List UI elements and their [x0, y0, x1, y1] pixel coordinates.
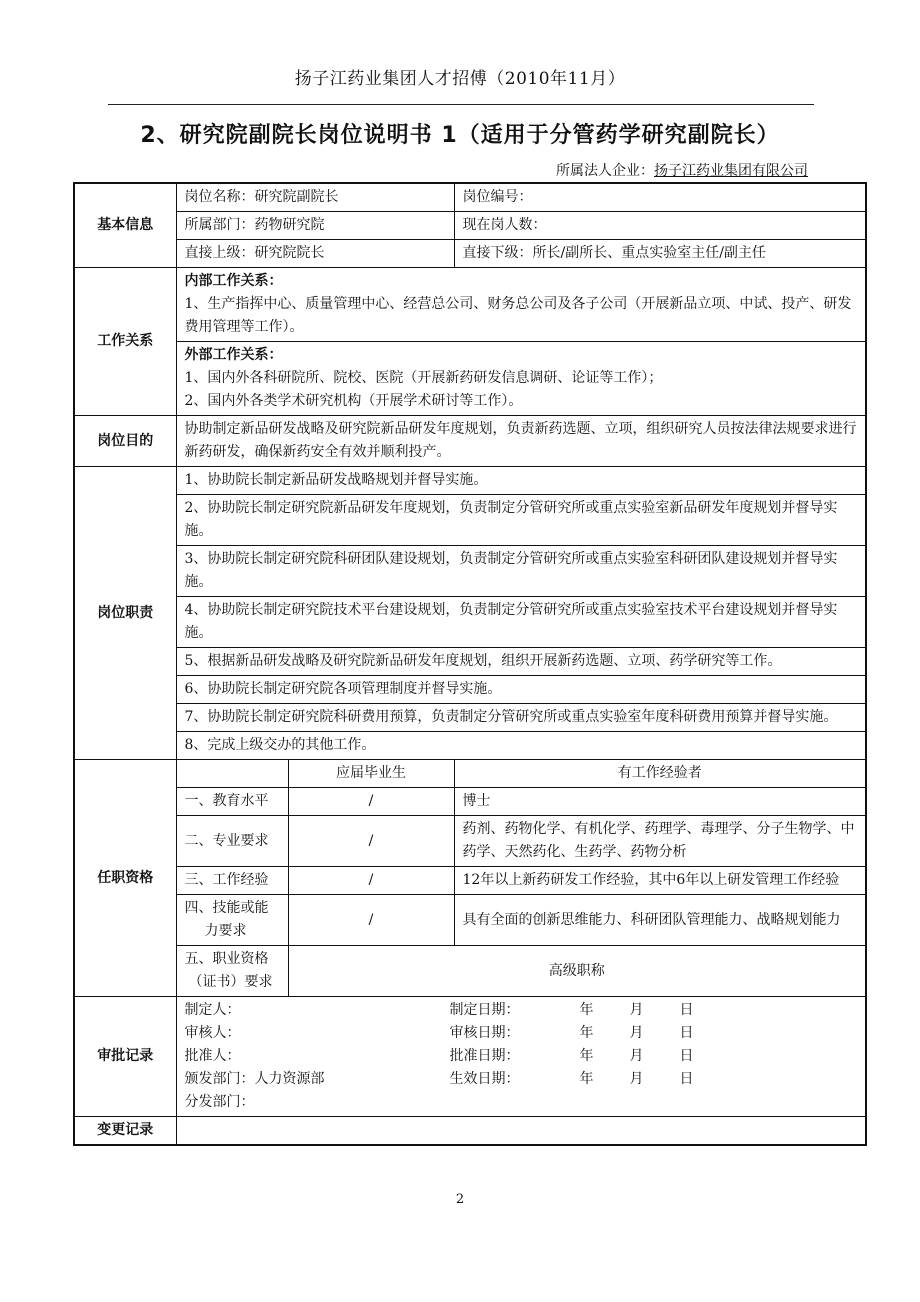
approval-date-label: 生效日期： — [449, 1071, 520, 1087]
table-row — [74, 867, 866, 895]
table-row — [74, 895, 866, 946]
qualification-experienced: 具有全面的创新思维能力、科研团队管理能力、战略规划能力 — [454, 895, 866, 946]
approval-label: 制定人： — [184, 1002, 241, 1018]
qualification-fresh: / — [288, 895, 454, 946]
approval-month: 月 — [629, 1002, 644, 1018]
distribution-department: 分发部门： — [184, 1094, 255, 1110]
legal-entity-label: 所属法人企业： — [556, 163, 654, 179]
table-row — [74, 183, 866, 212]
department: 所属部门：药物研究院 — [176, 212, 454, 240]
header-divider — [108, 104, 814, 105]
qualification-fresh: / — [288, 788, 454, 816]
purpose-text: 协助制定新品研发战略及研究院新品研发年度规划，负责新药选题、立项，组织研究人员按法律法规要求进行新药研发，确保新药安全有效并顺利投产。 — [176, 416, 866, 467]
internal-relations-item: 1、生产指挥中心、质量管理中心、经营总公司、财务总公司及各子公司（开展新品立项、中试、投产、研发费用管理等工作）。 — [184, 296, 852, 335]
approval-row — [185, 1068, 858, 1091]
table-row — [74, 648, 866, 676]
qualification-label-line: 力要求 — [204, 923, 247, 939]
internal-relations — [176, 268, 866, 342]
approval-row — [185, 1045, 858, 1068]
duty-item: 6、协助院长制定研究院各项管理制度并督导实施。 — [176, 676, 866, 704]
column-header-fresh-graduate: 应届毕业生 — [288, 760, 454, 788]
position-code: 岗位编号： — [454, 183, 866, 212]
document-title: 2、研究院副院长岗位说明书 1（适用于分管药学研究副院长） — [140, 123, 780, 148]
qualification-experienced: 药剂、药物化学、有机化学、药理学、毒理学、分子生物学、中药学、天然药化、生药学、药物分析 — [454, 816, 866, 867]
duty-item: 2、协助院长制定研究院新品研发年度规划，负责制定分管研究所或重点实验室新品研发年度规划并督导实施。 — [176, 495, 866, 546]
table-row — [74, 760, 866, 788]
approval-year: 年 — [579, 1071, 594, 1087]
qualification-label-line: 五、职业资格 — [184, 951, 269, 967]
approval-year: 年 — [579, 1048, 594, 1064]
page-header-title: 扬子江药业集团人才招傅（2010年11月） — [294, 69, 626, 89]
qualification-label — [176, 946, 288, 997]
qualification-certificate: 高级职称 — [288, 946, 866, 997]
approval-date-label: 批准日期： — [449, 1048, 520, 1064]
change-log-value — [176, 1117, 866, 1146]
table-row — [74, 342, 866, 416]
section-change-log: 变更记录 — [74, 1117, 176, 1146]
section-basic-info: 基本信息 — [74, 183, 176, 268]
section-approval: 审批记录 — [74, 997, 176, 1117]
table-row — [74, 268, 866, 342]
approval-year: 年 — [579, 1002, 594, 1018]
qualification-label-line: 四、技能或能 — [184, 900, 269, 916]
approval-label: 审核人： — [184, 1025, 241, 1041]
current-holders: 现在岗人数： — [454, 212, 866, 240]
column-header-experienced: 有工作经验者 — [454, 760, 866, 788]
table-row — [74, 546, 866, 597]
qualification-label-line: （证书）要求 — [188, 974, 273, 990]
approval-label: 批准人： — [184, 1048, 241, 1064]
table-row — [74, 704, 866, 732]
internal-relations-title: 内部工作关系： — [184, 273, 283, 289]
table-row — [74, 495, 866, 546]
direct-subordinates: 直接下级：所长/副所长、重点实验室主任/副主任 — [454, 240, 866, 268]
approval-month: 月 — [629, 1025, 644, 1041]
table-row — [74, 816, 866, 867]
section-duties: 岗位职责 — [74, 467, 176, 760]
table-row — [74, 676, 866, 704]
section-work-relations: 工作关系 — [74, 268, 176, 416]
duty-item: 1、协助院长制定新品研发战略规划并督导实施。 — [176, 467, 866, 495]
approval-month: 月 — [629, 1048, 644, 1064]
qualification-label: 三、工作经验 — [176, 867, 288, 895]
table-row — [74, 467, 866, 495]
table-row — [74, 597, 866, 648]
approval-day: 日 — [679, 1002, 694, 1018]
job-description-table — [73, 182, 867, 1146]
section-qualifications: 任职资格 — [74, 760, 176, 997]
approval-row — [185, 1091, 858, 1114]
approval-date-label: 审核日期： — [449, 1025, 520, 1041]
qualification-label — [176, 895, 288, 946]
table-row — [74, 416, 866, 467]
position-name: 岗位名称：研究院副院长 — [176, 183, 454, 212]
table-row — [74, 997, 866, 1117]
duty-item: 4、协助院长制定研究院技术平台建设规划，负责制定分管研究所或重点实验室技术平台建设规划并督导实施。 — [176, 597, 866, 648]
external-relations-item: 2、国内外各类学术研究机构（开展学术研讨等工作）。 — [184, 393, 523, 409]
external-relations-title: 外部工作关系： — [184, 347, 283, 363]
approval-date-label: 制定日期： — [449, 1002, 520, 1018]
approval-day: 日 — [679, 1025, 694, 1041]
qualification-fresh: / — [288, 867, 454, 895]
direct-superior: 直接上级：研究院院长 — [176, 240, 454, 268]
table-row — [74, 240, 866, 268]
qualification-experienced: 12年以上新药研发工作经验，其中6年以上研发管理工作经验 — [454, 867, 866, 895]
external-relations — [176, 342, 866, 416]
table-row — [74, 946, 866, 997]
duty-item: 3、协助院长制定研究院科研团队建设规划，负责制定分管研究所或重点实验室科研团队建设规划并督导实施。 — [176, 546, 866, 597]
duty-item: 7、协助院长制定研究院科研费用预算，负责制定分管研究所或重点实验室年度科研费用预算并督导实施。 — [176, 704, 866, 732]
page-number: 2 — [455, 1192, 465, 1207]
approval-block — [176, 997, 866, 1117]
legal-entity-name: 扬子江药业集团有限公司 — [654, 163, 808, 179]
section-purpose: 岗位目的 — [74, 416, 176, 467]
approval-day: 日 — [679, 1071, 694, 1087]
approval-month: 月 — [629, 1071, 644, 1087]
qualification-label: 二、专业要求 — [176, 816, 288, 867]
external-relations-item: 1、国内外各科研院所、院校、医院（开展新药研发信息调研、论证等工作）； — [184, 370, 663, 386]
duty-item: 5、根据新品研发战略及研究院新品研发年度规划，组织开展新药选题、立项、药学研究等工作。 — [176, 648, 866, 676]
legal-entity — [556, 160, 808, 180]
approval-year: 年 — [579, 1025, 594, 1041]
table-row — [74, 212, 866, 240]
duty-item: 8、完成上级交办的其他工作。 — [176, 732, 866, 760]
approval-row — [185, 1022, 858, 1045]
qualification-label: 一、教育水平 — [176, 788, 288, 816]
table-row — [74, 732, 866, 760]
table-row — [74, 788, 866, 816]
approval-label: 颁发部门：人力资源部 — [184, 1071, 325, 1087]
table-row — [74, 1117, 866, 1146]
qualification-fresh: / — [288, 816, 454, 867]
approval-day: 日 — [679, 1048, 694, 1064]
qualification-corner — [176, 760, 288, 788]
approval-row — [185, 999, 858, 1022]
qualification-experienced: 博士 — [454, 788, 866, 816]
